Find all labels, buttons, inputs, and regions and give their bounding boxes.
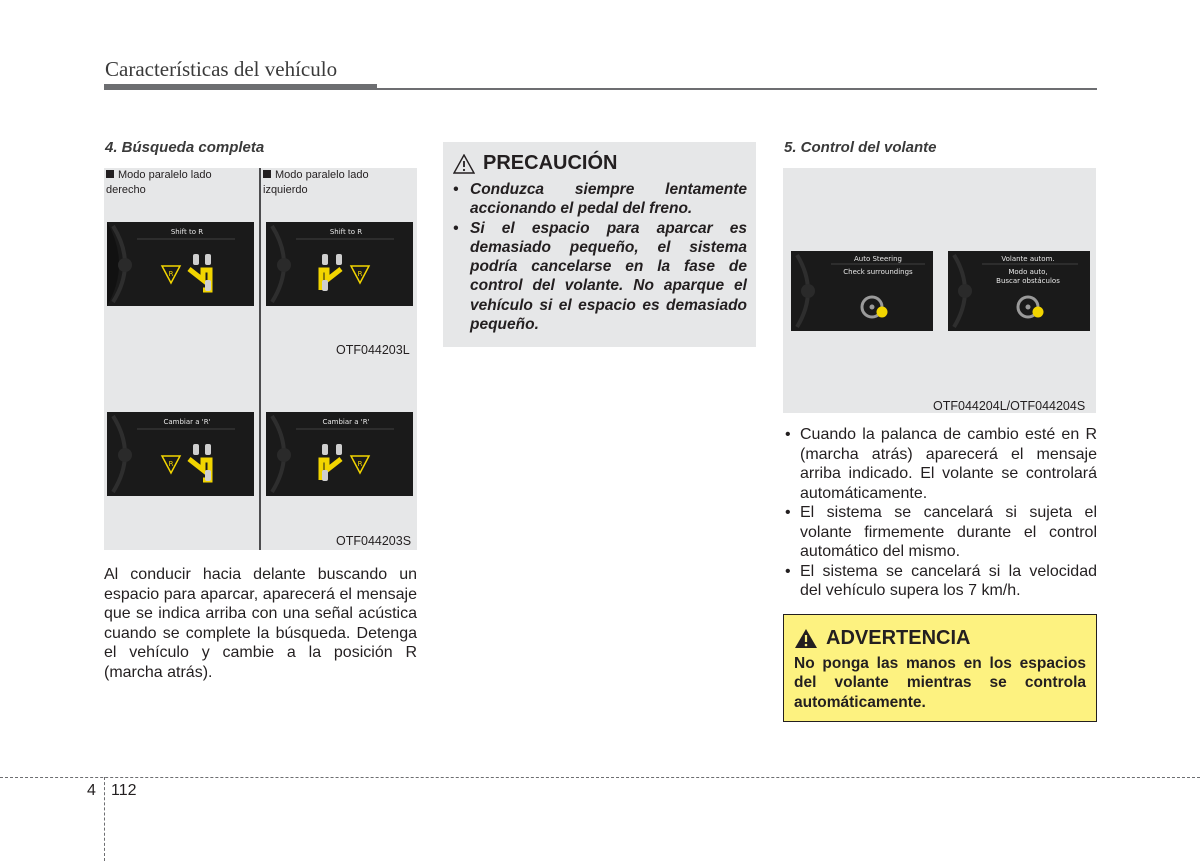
caution-item: • Conduzca siempre lentamente accionando el pedal del freno. [453, 180, 747, 219]
svg-text:R: R [357, 270, 363, 278]
steering-knob-icon [118, 448, 132, 462]
warning-heading: ADVERTENCIA [794, 627, 1086, 650]
screen-parking-right-cambiar [107, 412, 254, 496]
car-icon [322, 444, 328, 455]
chapter-number: 4 [87, 782, 96, 799]
caution-item: • Si el espacio para aparcar es demasiado pequeño, el sistema podría cancelarse en la fase de control del volante. No aparque el vehículo si el espacio es demasiado pequeño. [453, 219, 747, 335]
screen-parking-left-shift [266, 222, 413, 306]
section-4-paragraph: Al conducir hacia delante buscando un espacio para aparcar, aparecerá el mensaje que se indica arriba con una señal acústica cuando se complete la búsqueda. Detenga el vehículo y cambie a la posición R (marcha atrás). [104, 566, 417, 681]
screen-parking-left-cambiar [266, 412, 413, 496]
screen-message: Cambiar a 'R' [322, 418, 370, 426]
footer-rule [0, 777, 1200, 778]
figure-code-bottom: OTF044203S [336, 534, 412, 548]
car-icon [205, 254, 211, 265]
warning-box [783, 614, 1097, 722]
car-icon [193, 254, 199, 265]
section-4-title: 4. Búsqueda completa [105, 139, 265, 156]
screen-message-line2: Check surroundings [843, 268, 913, 276]
svg-text:R: R [357, 460, 363, 468]
screen-auto-steering-en [791, 251, 933, 331]
header-rule-thick [104, 84, 377, 90]
steering-knob-icon [118, 258, 132, 272]
screen-message: Cambiar a 'R' [163, 418, 211, 426]
hand-alert-icon [1033, 307, 1044, 318]
svg-text:R: R [168, 460, 174, 468]
screen-message: Shift to R [170, 228, 204, 236]
steering-knob-icon [277, 448, 291, 462]
car-icon [205, 470, 211, 481]
car-icon [322, 470, 328, 481]
caution-triangle-icon [453, 154, 475, 174]
caution-box [443, 142, 756, 347]
header-rule-thin [377, 88, 1097, 90]
caption-bullet-square [263, 170, 271, 178]
steering-knob-icon [801, 284, 815, 298]
car-icon [193, 444, 199, 455]
caption-bullet-square [106, 170, 114, 178]
car-icon [322, 280, 328, 291]
caution-list [453, 180, 747, 334]
warning-text: No ponga las manos en los espacios del volante mientras se controla automáticamente. [794, 655, 1086, 711]
page-header-title: Características del vehículo [105, 57, 338, 81]
caution-heading: PRECAUCIÓN [453, 152, 747, 175]
steering-knob-icon [958, 284, 972, 298]
bullet-item: • El sistema se cancelará si sujeta el volante firmemente durante el control automático del mismo. [783, 503, 1097, 562]
car-icon [205, 280, 211, 291]
svg-text:R: R [168, 270, 174, 278]
figure-divider [259, 168, 261, 550]
figure-code-top: OTF044203L [336, 343, 410, 357]
hand-alert-icon [877, 307, 888, 318]
caption-left-mode: Modo paralelo lado izquierdo [263, 169, 369, 196]
screen-message-line3: Buscar obstáculos [996, 277, 1060, 285]
screen-message-line1: Auto Steering [854, 255, 902, 263]
bullet-item: • El sistema se cancelará si la velocidad del vehículo supera los 7 km/h. [783, 562, 1097, 601]
caption-right-mode: Modo paralelo lado derecho [106, 169, 212, 196]
car-icon [322, 254, 328, 265]
screen-auto-steering-es [948, 251, 1090, 331]
steering-knob-icon [277, 258, 291, 272]
section-5-bullets [783, 425, 1097, 601]
footer-divider [104, 777, 105, 861]
bullet-item: • Cuando la palanca de cambio esté en R (marcha atrás) aparecerá el mensaje arriba indicado. El volante se controlará automáticamente. [783, 425, 1097, 503]
screen-message-line2: Modo auto, [1008, 268, 1048, 276]
section-5-title: 5. Control del volante [784, 139, 937, 156]
screen-message-line1: Volante autom. [1001, 255, 1055, 263]
warning-triangle-icon [794, 628, 818, 649]
screen-message: Shift to R [329, 228, 363, 236]
figure-code-5: OTF044204L/OTF044204S [933, 399, 1086, 413]
page-number: 112 [111, 782, 137, 799]
car-icon [205, 444, 211, 455]
car-icon [336, 254, 342, 265]
car-icon [336, 444, 342, 455]
screen-parking-right-shift [107, 222, 254, 306]
